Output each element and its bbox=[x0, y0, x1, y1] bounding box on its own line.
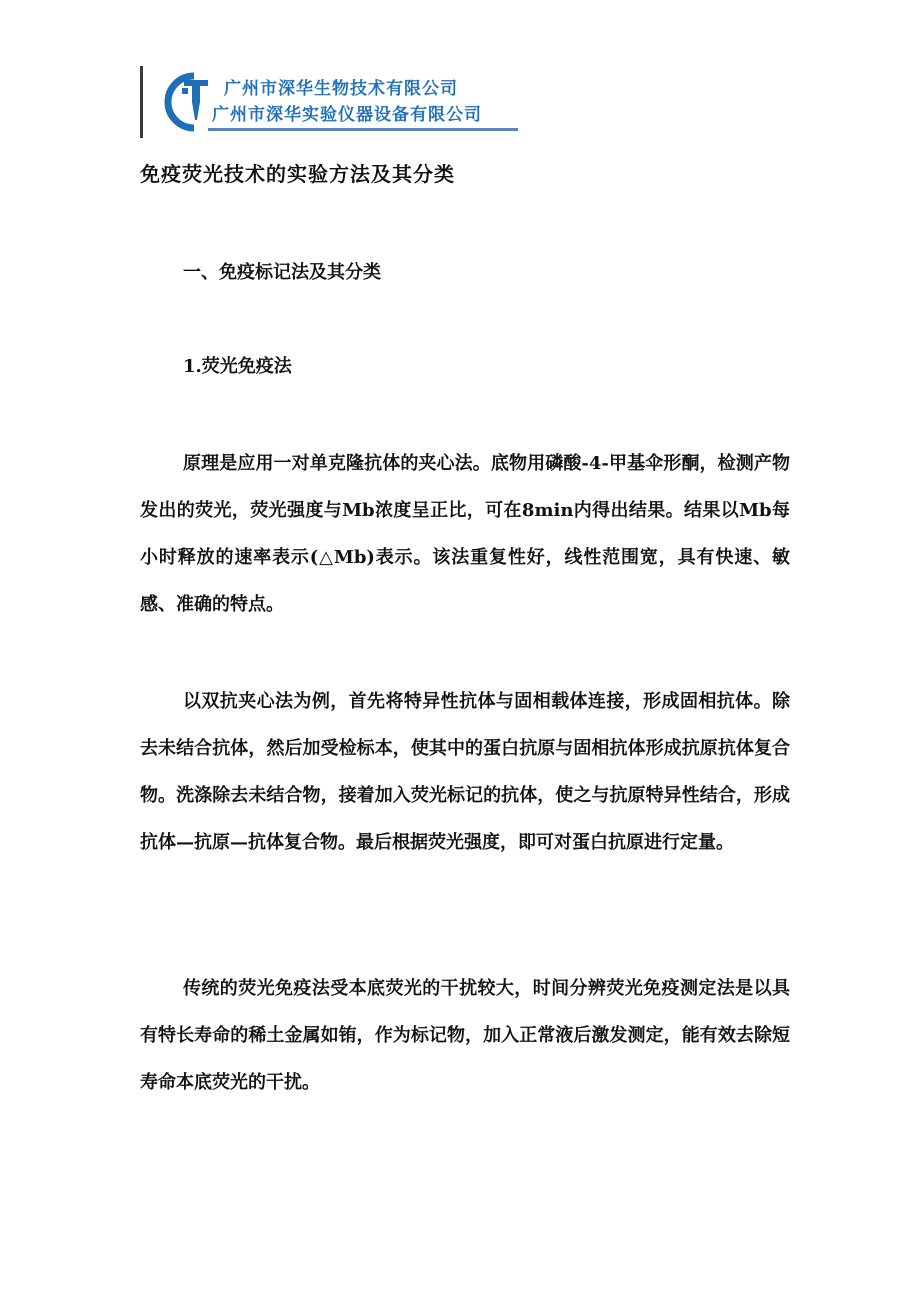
paragraph-principle: 原理是应用一对单克隆抗体的夹心法。底物用磷酸-4-甲基伞形酮，检测产物发出的荧光，荧光强度与Mb浓度呈正比，可在8min内得出结果。结果以Mb每小时释放的速率表示(△Mb)表示。该法重复性好，线性范围宽，具有快速、敏感、准确的特点。 bbox=[140, 453, 790, 615]
company-name-2: 广州市深华实验仪器设备有限公司 bbox=[212, 105, 482, 125]
paragraph-sandwich-method: 以双抗夹心法为例，首先将特异性抗体与固相载体连接，形成固相抗体。除去未结合抗体，然后加受检标本，使其中的蛋白抗原与固相抗体形成抗原抗体复合物。洗涤除去未结合物，接着加入荧光标记的抗体，使之与抗原特异性结合，形成抗体—抗原—抗体复合物。最后根据荧光强度，即可对蛋白抗原进行定量。 bbox=[140, 691, 790, 853]
section-heading: 一、免疫标记法及其分类 bbox=[183, 262, 381, 283]
pipette-logo-icon bbox=[154, 70, 218, 134]
company-header bbox=[140, 66, 520, 138]
paragraph-time-resolved: 传统的荧光免疫法受本底荧光的干扰较大，时间分辨荧光免疫测定法是以具有特长寿命的稀土金属如铕，作为标记物，加入正常液后激发测定，能有效去除短寿命本底荧光的干扰。 bbox=[140, 978, 790, 1093]
header-left-bar bbox=[140, 66, 143, 138]
document-title: 免疫荧光技术的实验方法及其分类 bbox=[140, 162, 455, 186]
header-rule bbox=[208, 128, 518, 131]
subsection-heading: 1.荧光免疫法 bbox=[183, 356, 292, 377]
company-name-1: 广州市深华生物技术有限公司 bbox=[224, 79, 458, 99]
